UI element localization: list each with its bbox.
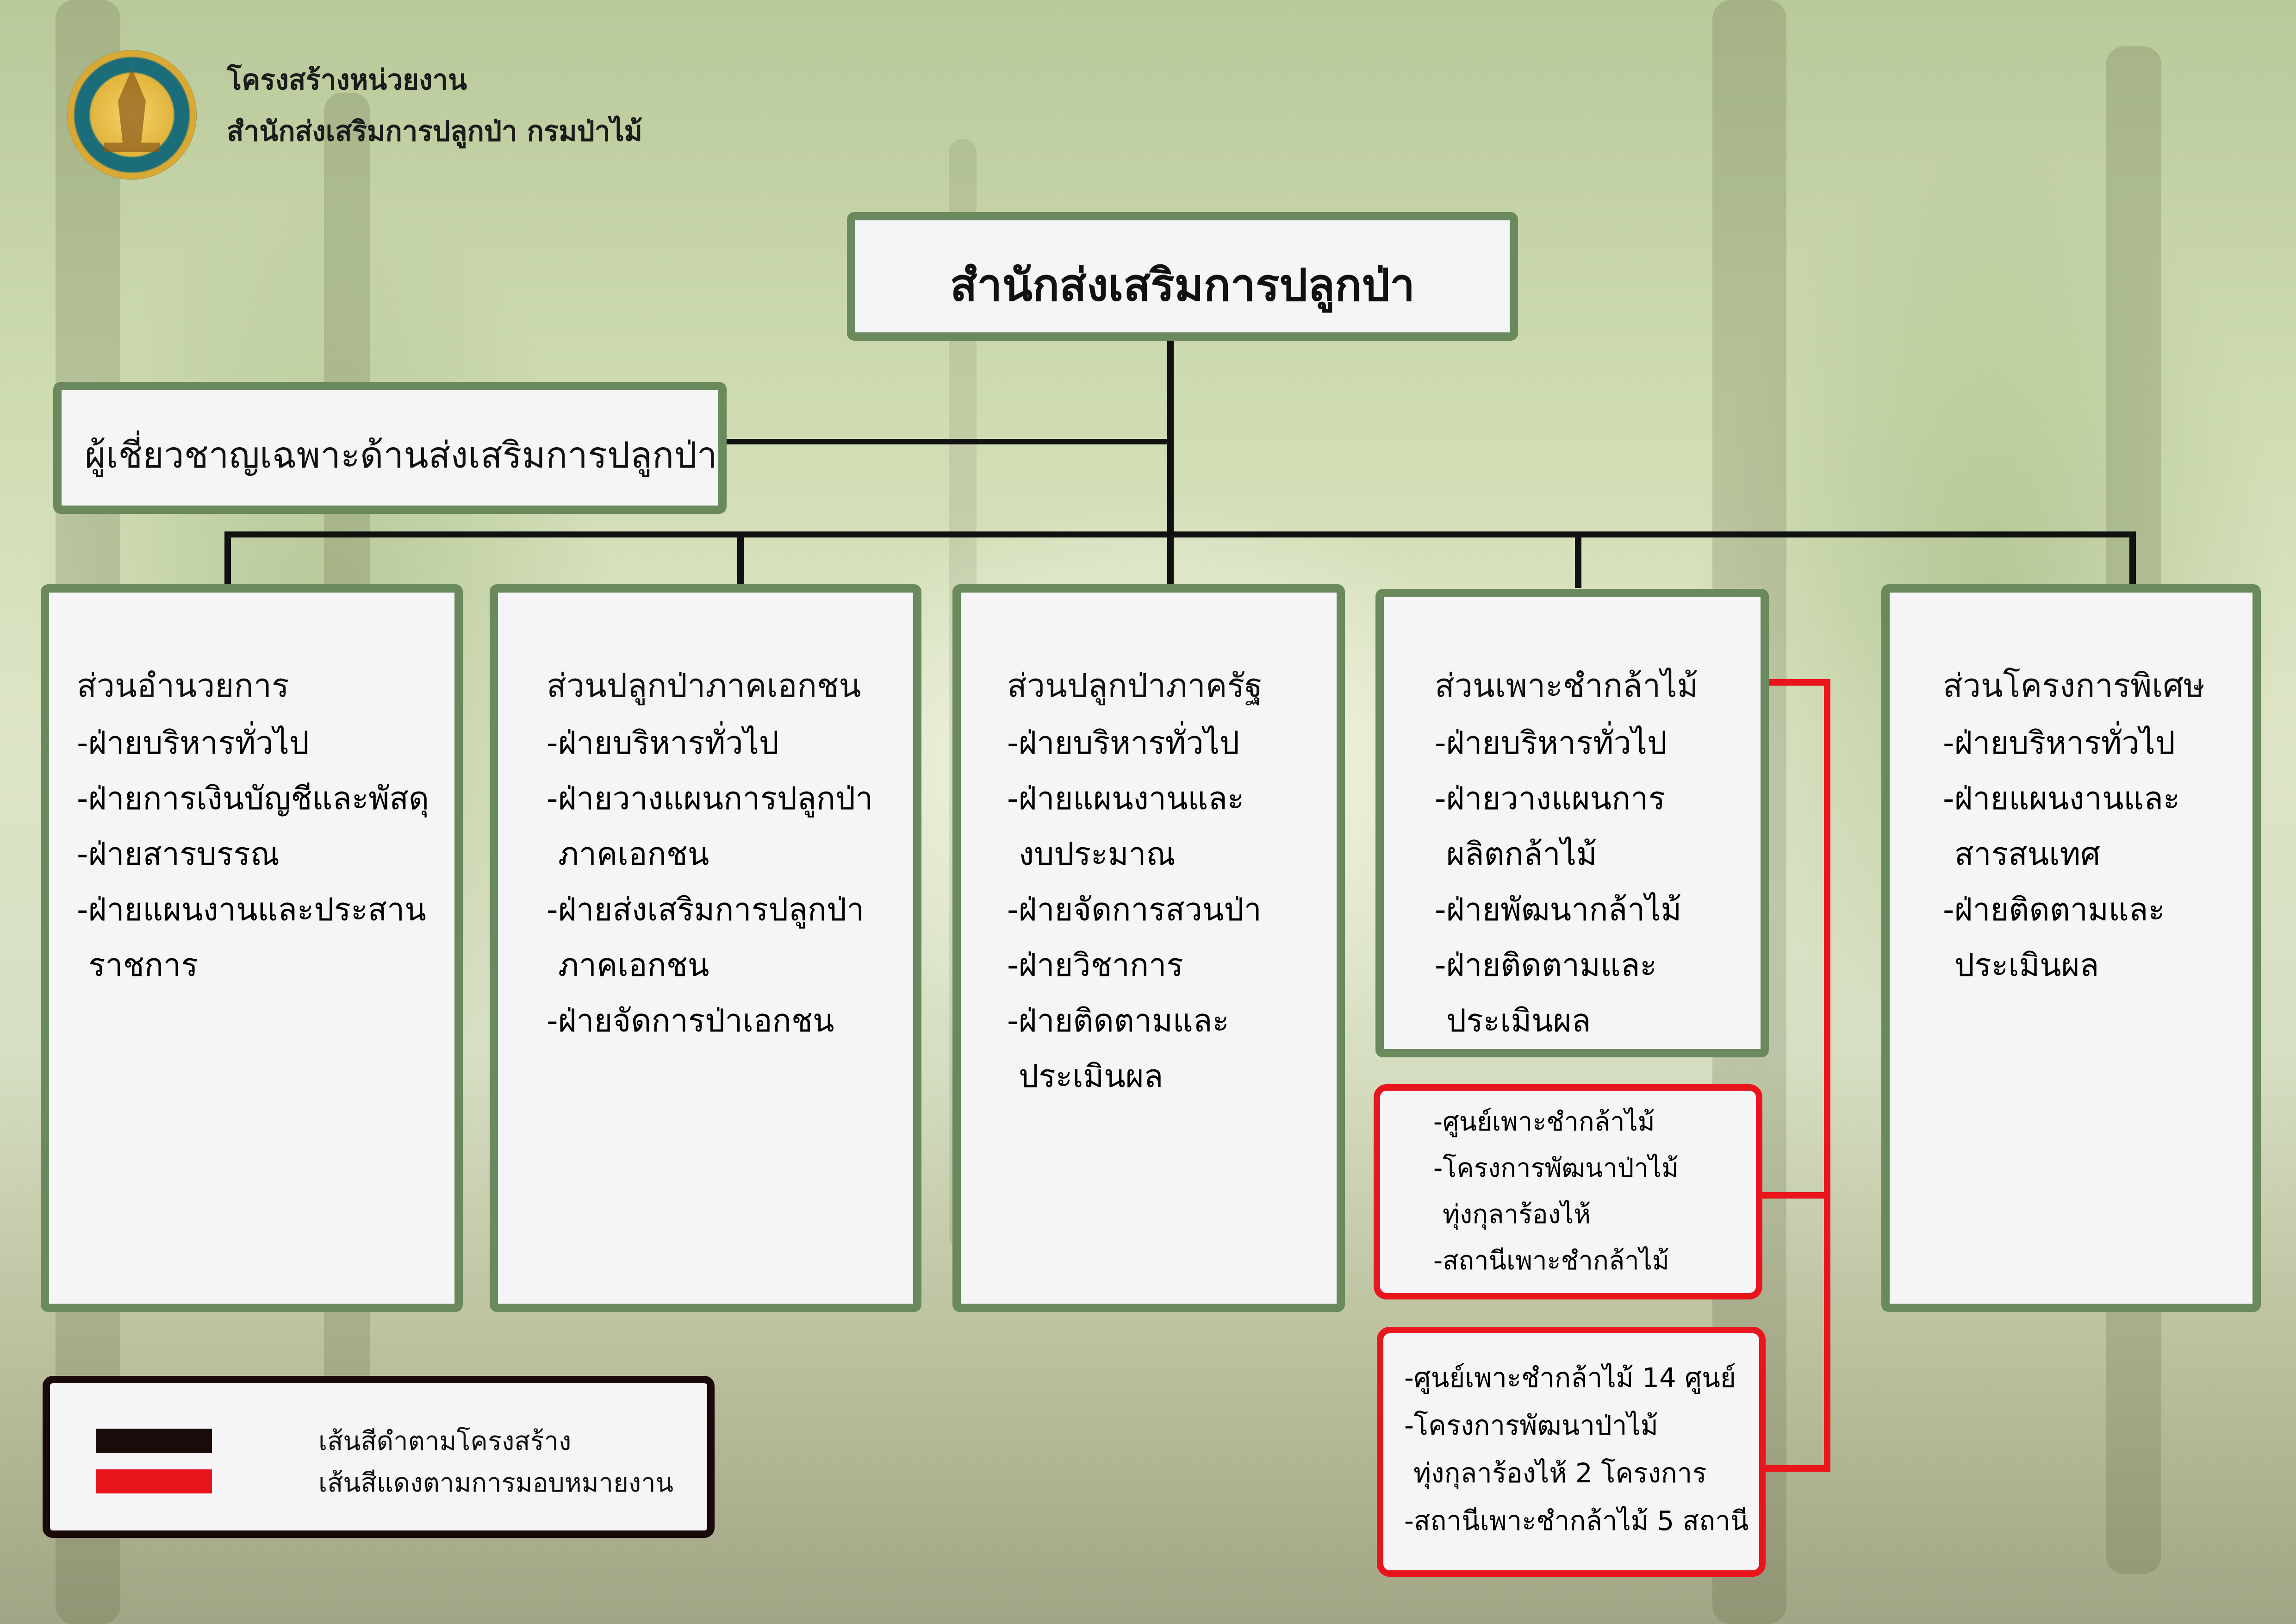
list-item: ประเมินผล	[1019, 1058, 1164, 1095]
list-item: -ฝ่ายบริหารทั่วไป	[1435, 725, 1667, 762]
department-box-seedling-nursery	[1375, 589, 1769, 1057]
emblem-icon	[67, 50, 197, 180]
structure-line-root-down	[1167, 341, 1174, 534]
legend-red-label: เส้นสีแดงตามการมอบหมายงาน	[318, 1468, 673, 1498]
list-item: -โครงการพัฒนาป่าไม้	[1433, 1153, 1679, 1183]
structure-line-dept-3	[1167, 531, 1174, 588]
department-box-administration	[41, 584, 463, 1312]
assignment-line-box-2	[1766, 1465, 1830, 1472]
department-emblem	[67, 50, 197, 180]
department-box-private-plantation	[490, 584, 921, 1312]
list-item: -ฝ่ายพัฒนากล้าไม้	[1435, 892, 1682, 928]
legend-red-swatch	[96, 1469, 212, 1493]
department-title: ส่วนโครงการพิเศษ	[1943, 667, 2205, 705]
header-title: โครงสร้างหน่วยงาน	[227, 64, 467, 96]
list-item: -ฝ่ายบริหารทั่วไป	[1943, 725, 2175, 762]
structure-line-dept-2	[737, 531, 744, 588]
assignment-line-box-1	[1762, 1192, 1830, 1199]
assigned-units-box-2	[1377, 1327, 1766, 1577]
list-item: ทุ่งกุลาร้องไห้	[1443, 1199, 1591, 1230]
department-box-special-projects	[1881, 584, 2261, 1312]
department-title: ส่วนปลูกป่าภาคเอกชน	[547, 667, 861, 705]
list-item: -ฝ่ายวิชาการ	[1007, 947, 1183, 984]
list-item: -ศูนย์เพาะชำกล้าไม้ 14 ศูนย์	[1404, 1362, 1736, 1393]
department-items	[1435, 716, 1681, 1049]
list-item: -ฝ่ายสารบรรณ	[77, 836, 280, 873]
list-item: -ฝ่ายแผนงานและ	[1943, 781, 2180, 817]
advisor-box	[53, 382, 727, 514]
legend-black-label: เส้นสีดำตามโครงสร้าง	[318, 1426, 572, 1456]
list-item: ภาคเอกชน	[558, 947, 709, 984]
department-title: ส่วนอำนวยการ	[77, 667, 289, 705]
assigned-units-items	[1433, 1099, 1679, 1284]
list-item: -ฝ่ายวางแผนการปลูกป่า	[547, 781, 873, 817]
root-office-box	[847, 212, 1518, 341]
structure-line-dept-1	[224, 531, 231, 588]
department-items	[77, 716, 429, 993]
list-item: -ฝ่ายบริหารทั่วไป	[1007, 725, 1239, 762]
list-item: ราชการ	[88, 947, 198, 984]
structure-line-horizontal	[224, 531, 2136, 537]
assigned-units-items	[1404, 1354, 1749, 1545]
list-item: -โครงการพัฒนาป่าไม้	[1404, 1410, 1658, 1441]
list-item: -สถานีเพาะชำกล้าไม้	[1433, 1246, 1669, 1276]
list-item: งบประมาณ	[1019, 836, 1176, 873]
department-box-state-plantation	[952, 584, 1345, 1312]
advisor-label: ผู้เชี่ยวชาญเฉพาะด้านส่งเสริมการปลูกป่า	[85, 435, 717, 476]
list-item: -ศูนย์เพาะชำกล้าไม้	[1433, 1107, 1655, 1137]
list-item: -ฝ่ายติดตามและ	[1943, 892, 2165, 928]
structure-line-advisor	[727, 439, 1174, 444]
list-item: ประเมินผล	[1446, 1003, 1591, 1039]
list-item: ผลิตกล้าไม้	[1446, 836, 1597, 873]
list-item: ประเมินผล	[1954, 947, 2099, 984]
list-item: -ฝ่ายการเงินบัญชีและพัสดุ	[77, 781, 429, 817]
list-item: สารสนเทศ	[1954, 836, 2101, 873]
list-item: -ฝ่ายบริหารทั่วไป	[77, 725, 309, 762]
assigned-units-box-1	[1374, 1084, 1762, 1299]
department-items	[1007, 716, 1262, 1105]
department-title: ส่วนปลูกป่าภาครัฐ	[1007, 667, 1263, 705]
list-item: -ฝ่ายวางแผนการ	[1435, 781, 1666, 817]
root-office-label: สำนักส่งเสริมการปลูกป่า	[950, 259, 1415, 311]
department-items	[1943, 716, 2180, 993]
list-item: -ฝ่ายติดตามและ	[1435, 947, 1657, 984]
legend-black-swatch	[96, 1429, 212, 1453]
list-item: -ฝ่ายจัดการป่าเอกชน	[547, 1003, 834, 1039]
header-subtitle: สำนักส่งเสริมการปลูกป่า กรมป่าไม้	[227, 115, 643, 148]
structure-line-dept-4	[1575, 531, 1581, 588]
legend-box	[43, 1376, 715, 1538]
assignment-line-top	[1769, 679, 1830, 686]
department-items	[547, 716, 873, 1049]
list-item: -สถานีเพาะชำกล้าไม้ 5 สถานี	[1404, 1505, 1749, 1537]
structure-line-dept-5	[2129, 531, 2136, 588]
list-item: -ฝ่ายแผนงานและ	[1007, 781, 1244, 817]
list-item: ทุ่งกุลาร้องไห้ 2 โครงการ	[1413, 1457, 1707, 1489]
list-item: -ฝ่ายแผนงานและประสาน	[77, 892, 426, 928]
list-item: -ฝ่ายติดตามและ	[1007, 1003, 1229, 1039]
list-item: -ฝ่ายบริหารทั่วไป	[547, 725, 779, 762]
list-item: -ฝ่ายจัดการสวนป่า	[1007, 892, 1262, 928]
list-item: -ฝ่ายส่งเสริมการปลูกป่า	[547, 892, 865, 928]
assignment-line-vertical	[1824, 679, 1830, 1472]
department-title: ส่วนเพาะชำกล้าไม้	[1435, 667, 1699, 705]
list-item: ภาคเอกชน	[558, 836, 709, 873]
